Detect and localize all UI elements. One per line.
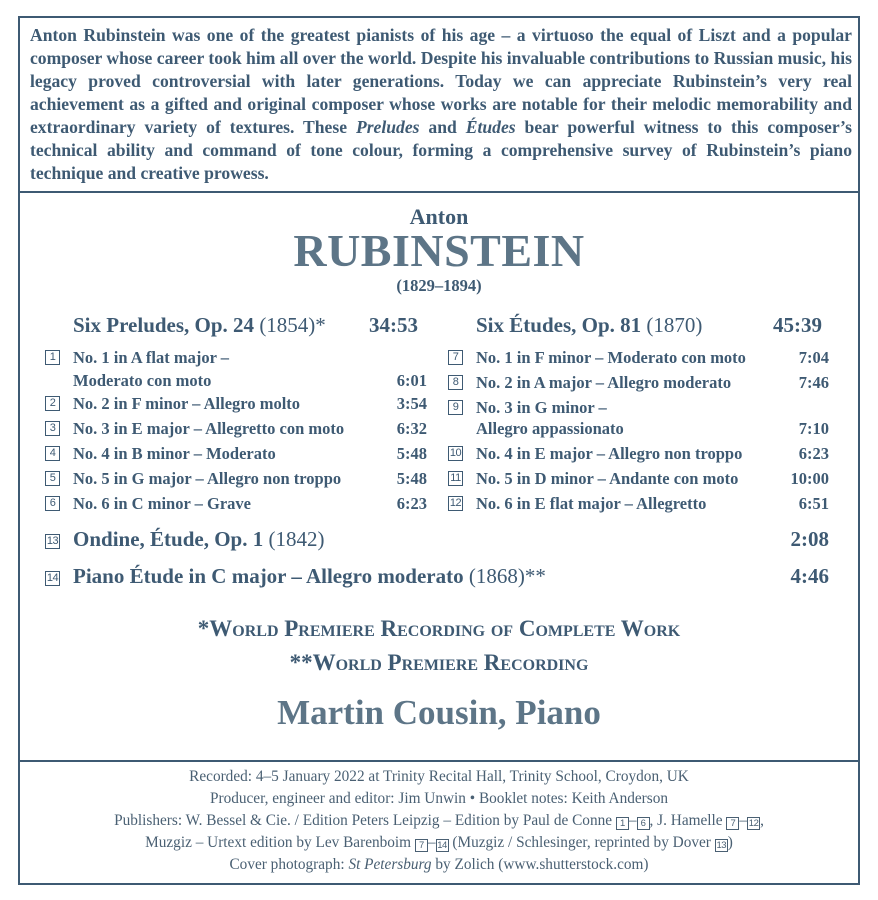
track-7 xyxy=(448,346,829,369)
track-title: No. 2 in F minor – Allegro molto xyxy=(73,394,301,413)
track-number-box: 14 xyxy=(46,572,59,584)
track-3 xyxy=(45,417,427,440)
track-8 xyxy=(448,371,829,394)
track-number-box: 3 xyxy=(45,421,60,436)
etudes-title: Six Études, Op. 81 (1870) xyxy=(476,313,703,337)
track-6 xyxy=(45,492,427,515)
track-ref-box: 1 xyxy=(616,817,629,830)
track-2 xyxy=(45,392,427,415)
credits-publishers: Publishers: W. Bessel & Cie. / Edition Peters Leipzig – Edition by Paul de Conne 1 – 6 , J. Hamelle 7 – 12 , xyxy=(114,812,764,829)
credits-muzgiz: Muzgiz – Urtext edition by Lev Barenboim 7 – 14 (Muzgiz / Schlesinger, reprinted by Dover 13 ) xyxy=(145,834,733,851)
track-title: No. 2 in A major – Allegro moderato xyxy=(476,373,732,392)
track-ref-box: 7 xyxy=(726,817,739,830)
track-ref-box: 12 xyxy=(748,818,759,829)
composer-last-name: RUBINSTEIN xyxy=(293,225,585,276)
track-title: No. 3 in G minor – xyxy=(476,398,607,417)
track-duration: 5:48 xyxy=(396,469,427,488)
track-title: No. 5 in D minor – Andante con moto xyxy=(476,469,739,488)
piano-etude-duration: 4:46 xyxy=(790,564,829,588)
track-number-box: 4 xyxy=(45,446,60,461)
track-title: No. 1 in F minor – Moderato con moto xyxy=(476,348,746,367)
piano-etude-title: Piano Étude in C major – Allegro moderato (1868)** xyxy=(73,564,546,588)
intro-paragraph: Anton Rubinstein was one of the greatest pianists of his age – a virtuoso the equal of Liszt and a popular composer whose career took him all over the world. Despite his invaluable contributions to Russian music, his legacy proved controversial with later generations. Today we can appreciate Rubinstein’s very real achievement as a gifted and original composer whose works are notable for their melodic memorability and extraordinary variety of textures. These Preludes and Études bear powerful witness to this composer’s technical ability and command of tone colour, forming a comprehensive survey of Rubinstein’s piano technique and creative prowess. xyxy=(30,25,852,183)
track-5 xyxy=(45,467,427,490)
credits-cover: Cover photograph: St Petersburg by Zolich (www.shutterstock.com) xyxy=(229,856,649,873)
track-10 xyxy=(448,442,829,465)
track-duration: 7:04 xyxy=(798,348,829,367)
track-number-box: 10 xyxy=(449,447,462,459)
track-number-box: 12 xyxy=(449,497,462,509)
bottom-divider xyxy=(20,760,858,762)
track-title: No. 3 in E major – Allegretto con moto xyxy=(73,419,345,438)
track-ref-box: 7 xyxy=(415,839,428,852)
track-number-box: 8 xyxy=(448,375,463,390)
track-duration: 6:23 xyxy=(396,494,427,513)
track-title-cont: Moderato con moto xyxy=(73,371,212,390)
credits-producer: Producer, engineer and editor: Jim Unwin • Booklet notes: Keith Anderson xyxy=(209,790,669,807)
track-12 xyxy=(448,492,829,515)
track-4 xyxy=(45,442,427,465)
track-duration: 7:10 xyxy=(798,419,829,438)
track-duration: 10:00 xyxy=(790,469,829,488)
track-duration: 6:01 xyxy=(396,371,427,390)
track-ref-box: 6 xyxy=(637,817,650,830)
track-number-box: 1 xyxy=(45,350,60,365)
preludes-title: Six Preludes, Op. 24 (1854)* xyxy=(73,313,326,337)
track-ref-box: 13 xyxy=(716,840,727,851)
etudes-italic: Études xyxy=(465,117,516,137)
track-number-box: 5 xyxy=(45,471,60,486)
track-duration: 3:54 xyxy=(396,394,427,413)
track-title: No. 1 in A flat major – xyxy=(73,348,229,367)
track-number-box: 9 xyxy=(448,400,463,415)
top-divider xyxy=(20,191,858,193)
composer-dates: (1829–1894) xyxy=(396,276,482,295)
track-number-box: 7 xyxy=(448,350,463,365)
ondine-title: Ondine, Étude, Op. 1 (1842) xyxy=(73,527,325,551)
track-number-box: 6 xyxy=(45,496,60,511)
track-title-cont: Allegro appassionato xyxy=(476,419,624,438)
track-title: No. 6 in E flat major – Allegretto xyxy=(476,494,707,513)
preludes-total-time: 34:53 xyxy=(369,313,418,337)
track-title: No. 4 in E major – Allegro non troppo xyxy=(476,444,743,463)
track-1 xyxy=(45,346,427,392)
premiere-note: **World Premiere Recording xyxy=(289,650,589,675)
premiere-note-complete: *World Premiere Recording of Complete Work xyxy=(197,616,681,641)
etudes-total-time: 45:39 xyxy=(773,313,822,337)
track-title: No. 5 in G major – Allegro non troppo xyxy=(73,469,342,488)
performer: Martin Cousin, Piano xyxy=(277,693,601,732)
track-duration: 6:32 xyxy=(396,419,427,438)
track-11 xyxy=(448,467,829,490)
track-duration: 6:23 xyxy=(798,444,829,463)
track-ref-box: 14 xyxy=(437,840,447,851)
preludes-italic: Preludes xyxy=(355,117,420,137)
track-number-box: 13 xyxy=(46,535,59,547)
track-number-box: 2 xyxy=(45,396,60,411)
track-9 xyxy=(448,396,829,442)
track-duration: 6:51 xyxy=(798,494,829,513)
credits-recorded: Recorded: 4–5 January 2022 at Trinity Recital Hall, Trinity School, Croydon, UK xyxy=(189,768,689,785)
track-title: No. 4 in B minor – Moderato xyxy=(73,444,276,463)
track-duration: 5:48 xyxy=(396,444,427,463)
track-title: No. 6 in C minor – Grave xyxy=(73,494,251,513)
ondine-duration: 2:08 xyxy=(790,527,829,551)
track-duration: 7:46 xyxy=(798,373,829,392)
composer-first-name: Anton xyxy=(409,204,469,229)
track-number-box: 11 xyxy=(448,471,463,486)
